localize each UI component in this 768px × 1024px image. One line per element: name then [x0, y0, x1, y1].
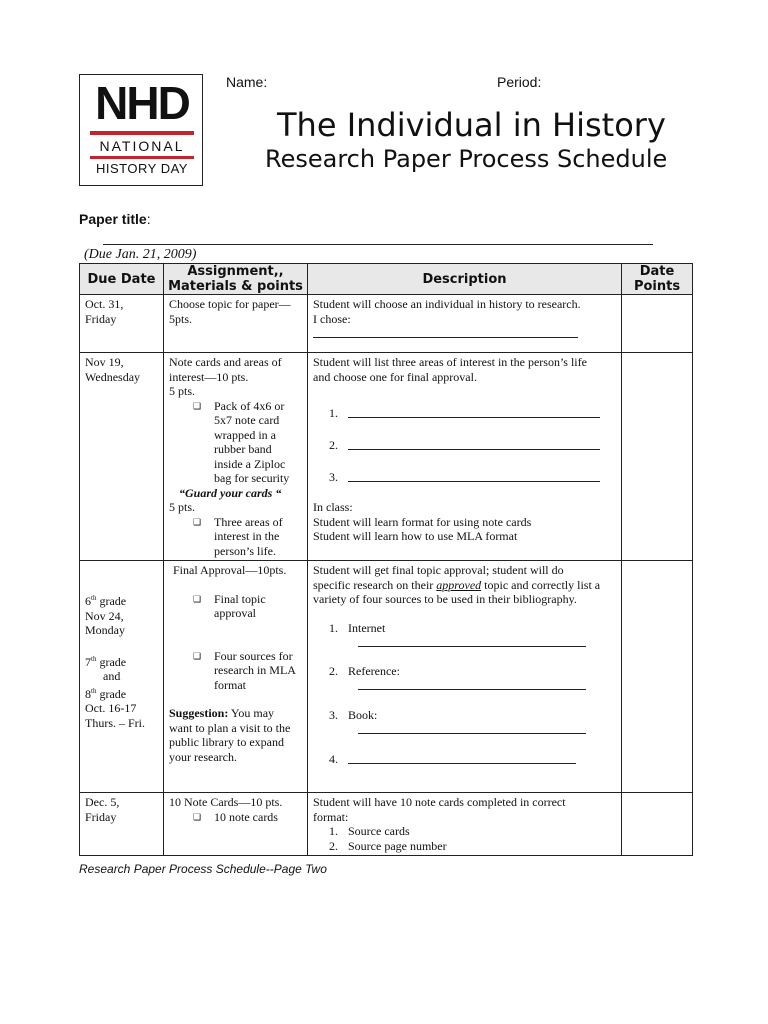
format-item: 1. Source cards [329, 824, 410, 838]
bullet-line: ❏ Three areas of [214, 514, 283, 529]
checkbox-bullet [169, 399, 302, 486]
description-line: format: [313, 809, 349, 824]
description-line: Student will get final topic approval; student will do [313, 563, 564, 577]
points-cell[interactable] [622, 295, 693, 353]
answer-line[interactable] [358, 678, 586, 690]
due-date-line: Monday [85, 623, 125, 637]
answer-line[interactable] [313, 326, 578, 338]
answer-line[interactable] [348, 438, 600, 450]
checkbox-bullet [169, 592, 302, 621]
assignment-line: Note cards and areas of [169, 355, 282, 369]
table-row [80, 561, 693, 793]
inclass-line: In class: [313, 500, 353, 514]
bullet-line: ❏ Four sources for [214, 648, 293, 663]
bullet-line: format [214, 677, 246, 692]
checkbox-bullet [169, 515, 302, 559]
table-row [80, 793, 693, 856]
interest-item: 2. [313, 438, 616, 470]
assignment-line: Choose topic for paper— [169, 297, 291, 311]
bullet-line: bag for security [214, 471, 290, 485]
answer-line[interactable] [348, 470, 600, 482]
page-footer: Research Paper Process Schedule--Page Two [79, 862, 327, 876]
description-line: variety of four sources to be used in their bibliography. [313, 592, 577, 606]
answer-line[interactable] [358, 722, 586, 734]
bullet-line: research in MLA [214, 663, 296, 677]
bullet-line: person’s life. [214, 543, 276, 558]
description-line: specific research on their approved topic and correctly list a [313, 577, 601, 592]
source-item: 1. Internet [313, 621, 616, 664]
header-due-date: Due Date [80, 264, 164, 295]
source-item: 4. [313, 752, 616, 767]
due-date-line: Dec. 5, [85, 795, 120, 809]
due-date-line: Friday [85, 311, 117, 326]
table-row [80, 295, 693, 353]
bullet-line: ❏ 10 note cards [214, 809, 278, 824]
schedule-table [79, 263, 693, 856]
checkbox-bullet [169, 810, 302, 825]
paper-title-colon: : [146, 211, 151, 227]
due-date-line: Oct. 31, [85, 297, 124, 311]
header-assignment: Assignment,, Materials & points [164, 264, 308, 295]
points-cell[interactable] [622, 353, 693, 561]
source-item: 2. Reference: [313, 664, 616, 708]
due-date-line: Friday [85, 809, 117, 824]
bullet-line: ❏ Pack of 4x6 or [214, 398, 285, 413]
guard-cards-note: “Guard your cards “ [179, 485, 282, 500]
header-description: Description [308, 264, 622, 295]
interest-item: 1. [313, 406, 616, 438]
page-subtitle: Research Paper Process Schedule [265, 145, 668, 173]
logo-line2: HISTORY DAY [96, 161, 188, 176]
bullet-line: wrapped in a [214, 427, 276, 442]
answer-line[interactable] [348, 752, 576, 764]
due-grade-8: 8th grade [85, 686, 127, 701]
bullet-line: ❏ Final topic [214, 591, 266, 606]
period-label: Period: [497, 74, 542, 90]
description-line: Student will list three areas of interest in the person’s life [313, 355, 587, 369]
points-cell[interactable] [622, 793, 693, 856]
suggestion-line: Suggestion: You may [169, 706, 275, 720]
assignment-line: 10 Note Cards—10 pts. [169, 795, 283, 809]
checkbox-bullet [169, 649, 302, 693]
due-grade-7: 7th grade [85, 654, 127, 669]
due-date-line: Nov 24, [85, 608, 124, 623]
assignment-line: 5pts. [169, 311, 193, 326]
inclass-line: Student will learn how to use MLA format [313, 529, 518, 543]
name-label: Name: [226, 74, 268, 90]
nhd-logo [79, 74, 203, 186]
due-date-line: Thurs. – Fri. [85, 715, 145, 730]
logo-rule-top [90, 131, 194, 135]
due-note: (Due Jan. 21, 2009) [84, 247, 197, 262]
inclass-line: Student will learn format for using note cards [313, 514, 532, 529]
logo-line1: NATIONAL [99, 138, 185, 154]
suggestion-line: want to plan a visit to the [169, 720, 291, 735]
paper-title-text: Paper title [79, 211, 147, 227]
due-and: and [103, 669, 121, 683]
interest-item: 3. [313, 470, 616, 500]
bullet-line: inside a Ziploc [214, 456, 286, 471]
description-line: Student will have 10 note cards completed in correct [313, 795, 566, 809]
bullet-line: approval [214, 606, 256, 620]
due-grade-6: 6th grade [85, 594, 127, 608]
source-item: 3. Book: [313, 708, 616, 752]
bullet-line: 5x7 note card [214, 413, 280, 427]
points-cell[interactable] [622, 561, 693, 793]
description-line: and choose one for final approval. [313, 369, 477, 384]
paper-title-label [79, 211, 151, 227]
page-title: The Individual in History [277, 106, 666, 144]
description-line: I chose: [313, 311, 351, 326]
answer-line[interactable] [358, 635, 586, 647]
assignment-line: interest—10 pts. [169, 369, 249, 384]
assignment-line: 5 pts. [169, 384, 196, 398]
header-date-points: Date Points [622, 264, 693, 295]
due-date-line: Oct. 16-17 [85, 701, 137, 715]
due-date-line: Nov 19, [85, 355, 124, 369]
description-line: Student will choose an individual in history to research. [313, 297, 581, 311]
logo-rule-mid [90, 156, 194, 159]
due-date-line: Wednesday [85, 369, 141, 384]
answer-line[interactable] [348, 406, 600, 418]
assignment-line: Final Approval—10pts. [173, 563, 287, 577]
assignment-line: 5 pts. [169, 500, 196, 514]
bullet-line: rubber band [214, 442, 272, 456]
suggestion-line: your research. [169, 749, 237, 764]
format-item: 2. Source page number [329, 838, 447, 853]
logo-abbr: NHD [95, 77, 189, 129]
paper-title-line [103, 244, 653, 245]
bullet-line: interest in the [214, 529, 280, 543]
table-row [80, 353, 693, 561]
suggestion-line: public library to expand [169, 735, 284, 749]
